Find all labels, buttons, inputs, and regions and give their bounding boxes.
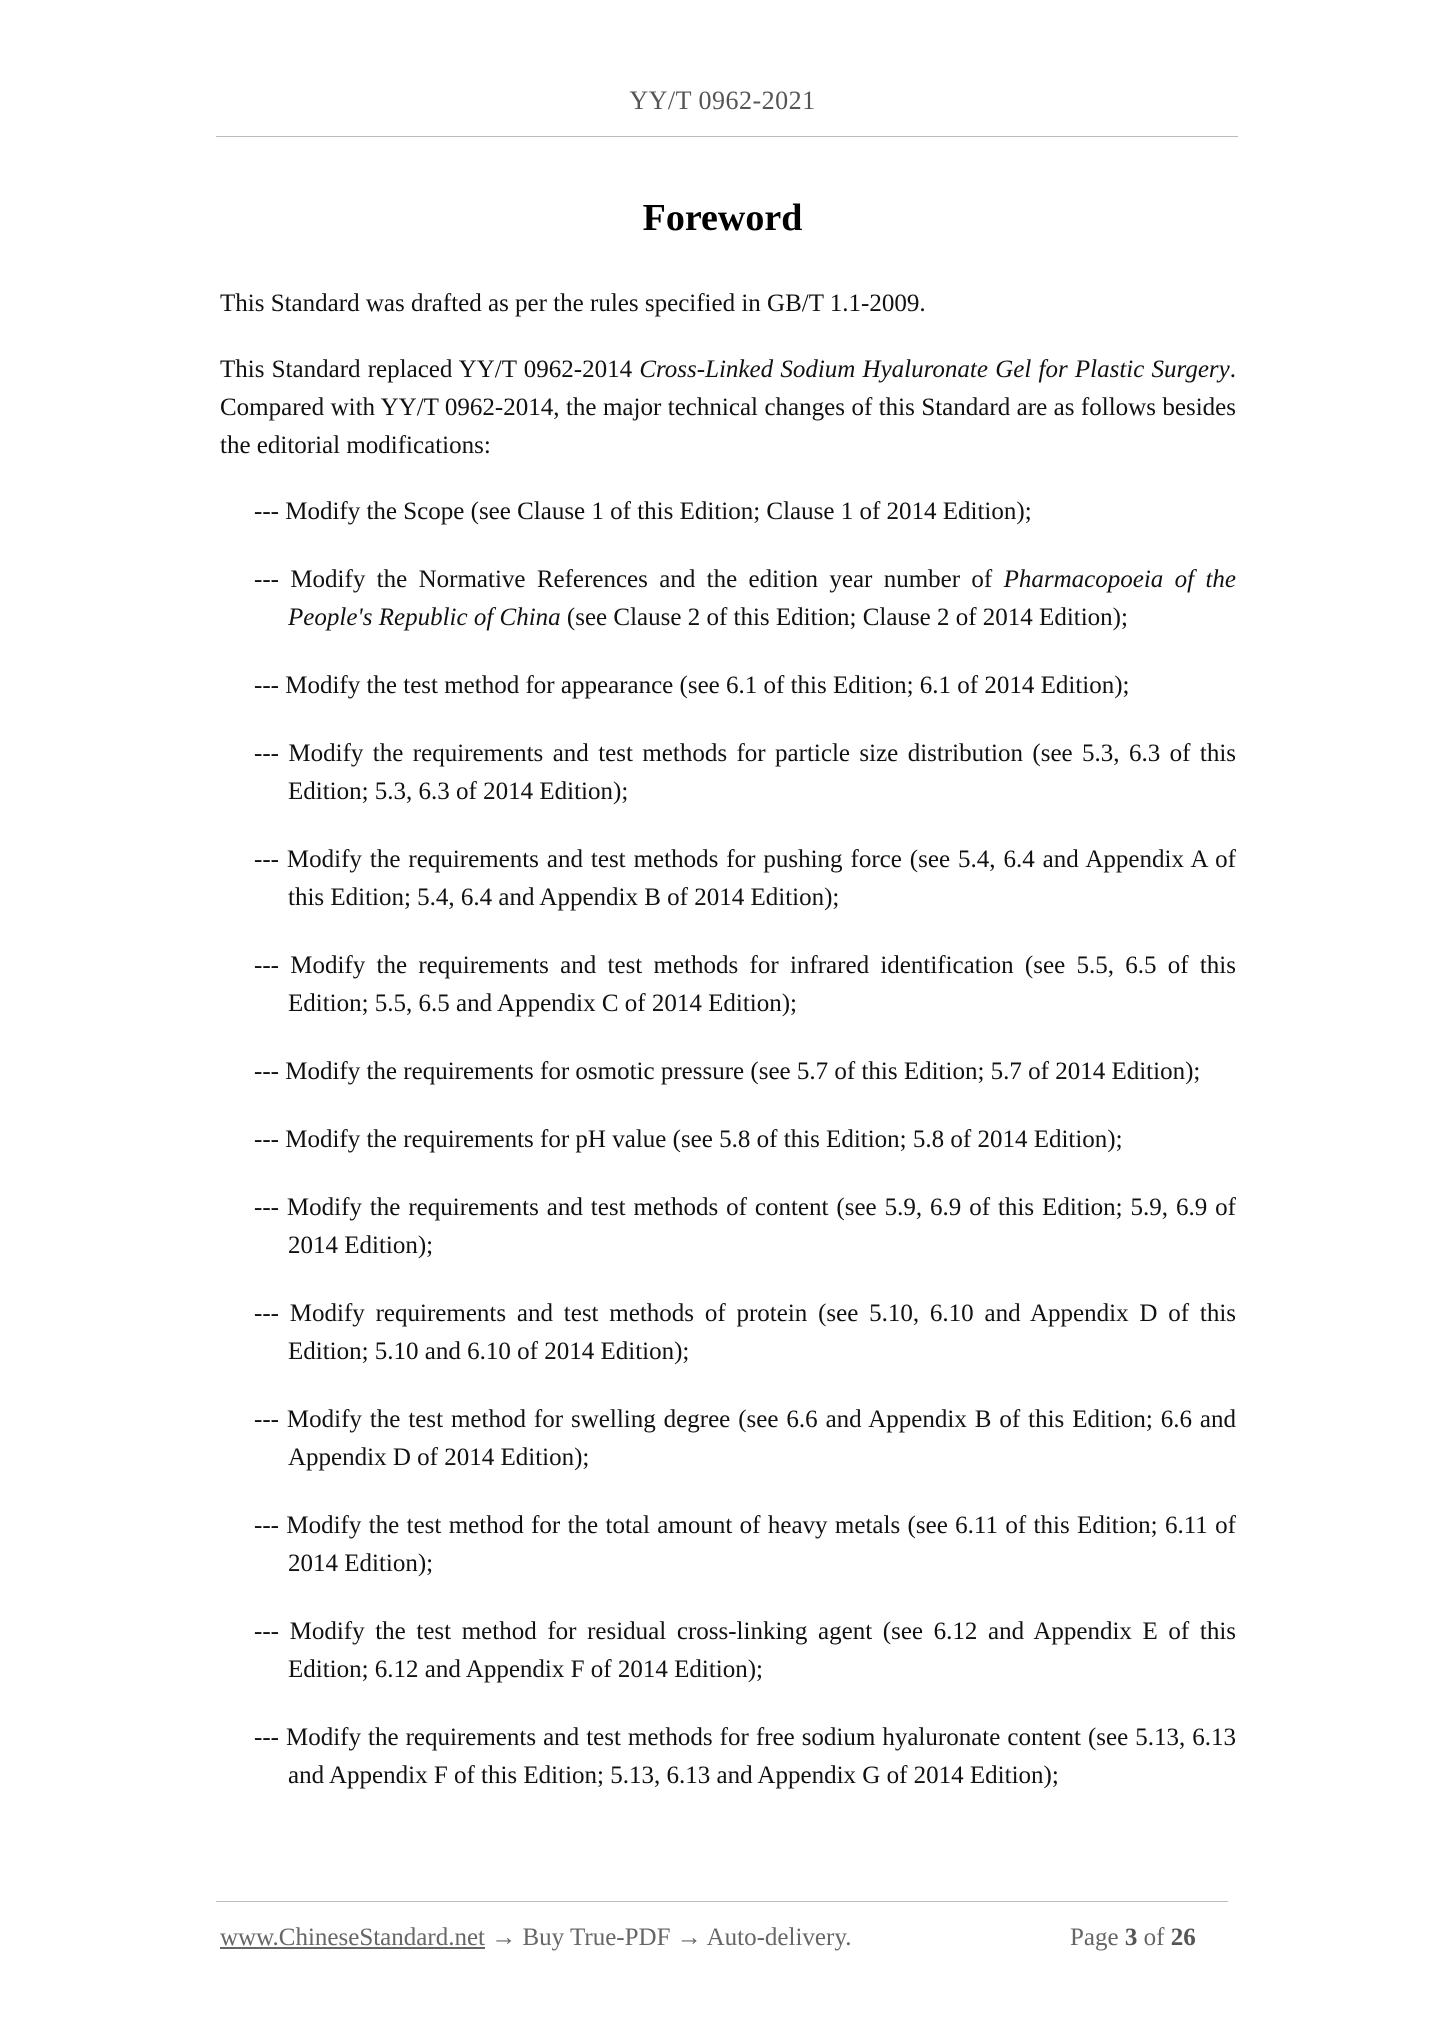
of-label: of [1143,1924,1165,1951]
list-item [220,561,1236,637]
buy-pdf-text: Buy True-PDF [522,1924,671,1951]
page-title: Foreword [642,197,803,239]
list-item [220,1121,1236,1159]
change-list [220,493,1236,1795]
list-item [220,1189,1236,1265]
arrow-right-icon: → [676,1924,702,1951]
list-item-text: (see Clause 2 of this Edition; Clause 2 of 2014 Edition); [560,604,1128,631]
running-header: YY/T 0962-2021 [629,86,816,115]
auto-delivery-text: Auto-delivery. [706,1924,852,1951]
list-item [220,841,1236,917]
paragraph-replacement-start: This Standard replaced YY/T 0962-2014 [220,356,640,383]
list-item-text: --- Modify the Scope (see Clause 1 of this Edition; Clause 1 of 2014 Edition); [254,498,1032,525]
arrow-right-icon: → [491,1924,517,1951]
list-item [220,1613,1236,1689]
page-label: Page [1070,1924,1119,1951]
list-item-text: --- Modify requirements and test methods of protein (see 5.10, 6.10 and Appendix D of this Edition; 5.10 and 6.10 of 2014 Edition); [254,1300,1236,1365]
list-item-text: --- Modify the test method for the total amount of heavy metals (see 6.11 of this Edition; 6.11 of 2014 Edition); [254,1512,1236,1577]
list-item-text: --- Modify the requirements and test methods of content (see 5.9, 6.9 of this Edition; 5.9, 6.9 of 2014 Edition); [254,1194,1236,1259]
paragraph-drafting-rules: This Standard was drafted as per the rules specified in GB/T 1.1-2009. [220,290,926,317]
list-item [220,1401,1236,1477]
document-body [220,285,1236,1825]
list-item-text: --- Modify the requirements and test methods for pushing force (see 5.4, 6.4 and Appendix A of this Edition; 5.4, 6.4 and Appendix B of 2014 Edition); [254,846,1236,911]
list-item-text: --- Modify the test method for appearance (see 6.1 of this Edition; 6.1 of 2014 Edition); [254,672,1130,699]
footer-divider [216,1901,1228,1902]
list-item-text: --- Modify the Normative References and the edition year number of [254,566,1004,593]
list-item [220,1053,1236,1091]
list-item-text: --- Modify the requirements and test methods for infrared identification (see 5.5, 6.5 of this Edition; 5.5, 6.5 and Appendix C of 2014 Edition); [254,952,1236,1017]
paragraph-replacement [220,351,1236,465]
list-item [220,493,1236,531]
list-item [220,735,1236,811]
list-item-text: --- Modify the requirements and test methods for free sodium hyaluronate content (see 5.13, 6.13 and Appendix F of this Edition; 5.13, 6.13 and Appendix G of 2014 Edition); [254,1724,1236,1789]
list-item [220,1719,1236,1795]
header-divider [216,136,1238,137]
list-item [220,947,1236,1023]
list-item [220,667,1236,705]
list-item-text: --- Modify the requirements and test methods for particle size distribution (see 5.3, 6.3 of this Edition; 5.3, 6.3 of 2014 Edition); [254,740,1236,805]
total-pages: 26 [1170,1924,1196,1951]
list-item-text: --- Modify the test method for swelling degree (see 6.6 and Appendix B of this Edition; 6.6 and Appendix D of 2014 Edition); [254,1406,1236,1471]
website-link[interactable]: www.ChineseStandard.net [220,1924,485,1951]
current-page: 3 [1124,1924,1138,1951]
paragraph-replacement-end: . Compared with YY/T 0962-2014, the major technical changes of this Standard are as follows besides the editorial modifications: [220,356,1237,459]
list-item [220,1507,1236,1583]
list-item-text: --- Modify the requirements for osmotic pressure (see 5.7 of this Edition; 5.7 of 2014 Edition); [254,1058,1201,1085]
list-item-text: --- Modify the requirements for pH value (see 5.8 of this Edition; 5.8 of 2014 Edition); [254,1126,1123,1153]
list-item [220,1295,1236,1371]
list-item-text: --- Modify the test method for residual cross-linking agent (see 6.12 and Appendix E of this Edition; 6.12 and Appendix F of 2014 Edition); [254,1618,1236,1683]
page-number [1070,1924,1196,1952]
footer-promo [220,1924,851,1952]
replaced-standard-title: Cross-Linked Sodium Hyaluronate Gel for Plastic Surgery [639,356,1230,383]
pharmacopoeia-title: Pharmacopoeia of the People's Republic of China [288,566,1236,631]
